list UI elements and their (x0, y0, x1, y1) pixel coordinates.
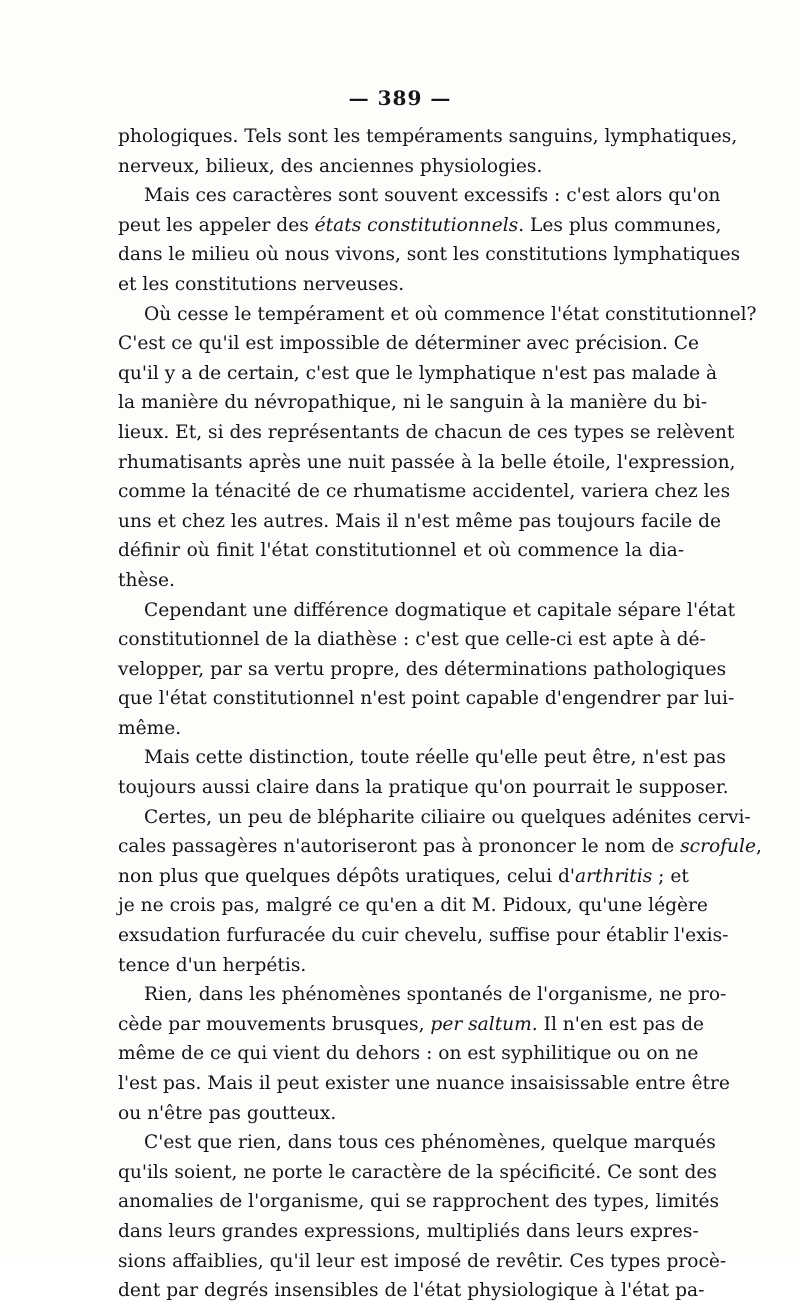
text-line: constitutionnel de la diathèse : c'est que celle-ci est apte à dé- (118, 629, 706, 651)
text-line: anomalies de l'organisme, qui se rapprochent des types, limités (118, 1191, 720, 1213)
text-line: peut les appeler des états constitutionnels. Les plus communes, (118, 214, 722, 236)
text-line: dans le milieu où nous vivons, sont les constitutions lymphatiques (118, 244, 741, 266)
text-line: même de ce qui vient du dehors : on est syphilitique ou on ne (118, 1043, 699, 1065)
text-line: phologiques. Tels sont les tempéraments sanguins, lymphatiques, (118, 126, 738, 147)
text-line: définir où finit l'état constitutionnel et où commence la dia- (118, 540, 684, 562)
text-line: je ne crois pas, malgré ce qu'en a dit M. Pidoux, qu'une légère (118, 895, 708, 917)
text-line: lieux. Et, si des représentants de chacun de ces types se relèvent (118, 421, 735, 443)
text-line: nerveux, bilieux, des anciennes physiologies. (118, 155, 543, 177)
text-line: toujours aussi claire dans la pratique qu'on pourrait le supposer. (118, 777, 729, 799)
text-line: dent par degrés insensibles de l'état physiologique à l'état pa- (118, 1280, 705, 1302)
text-line: C'est que rien, dans tous ces phénomènes, quelque marqués (144, 1132, 716, 1154)
text-line: qu'il y a de certain, c'est que le lymphatique n'est pas malade à (118, 362, 718, 384)
text-line: exsudation furfuracée du cuir chevelu, suffise pour établir l'exis- (118, 925, 729, 947)
text-line: qu'ils soient, ne porte le caractère de la spécificité. Ce sont des (118, 1161, 717, 1183)
text-line: thèse. (118, 569, 175, 591)
text-line: comme la ténacité de ce rhumatisme accidentel, variera chez les (118, 481, 731, 503)
text-line: la manière du névropathique, ni le sanguin à la manière du bi- (118, 392, 708, 414)
text-line: velopper, par sa vertu propre, des déterminations pathologiques (118, 658, 727, 680)
text-line: uns et chez les autres. Mais il n'est même pas toujours facile de (118, 510, 722, 532)
text-line: non plus que quelques dépôts uratiques, celui d'arthritis ; et (118, 865, 689, 887)
text-line: tence d'un herpétis. (118, 954, 307, 976)
text-line: Rien, dans les phénomènes spontanés de l'organisme, ne pro- (144, 984, 727, 1006)
text-line: cède par mouvements brusques, per saltum. Il n'en est pas de (118, 1013, 705, 1035)
text-line: Mais ces caractères sont souvent excessifs : c'est alors qu'on (144, 185, 721, 207)
text-line: l'est pas. Mais il peut exister une nuance insaisissable entre être (118, 1073, 730, 1094)
text-line: rhumatisants après une nuit passée à la belle étoile, l'expression, (118, 451, 736, 473)
text-line: que l'état constitutionnel n'est point capable d'engendrer par lui- (118, 688, 735, 710)
text-line: Certes, un peu de blépharite ciliaire ou quelques adénites cervi- (144, 806, 751, 828)
page-number: — 389 — (348, 86, 452, 110)
text-line: Où cesse le tempérament et où commence l'état constitutionnel? (144, 303, 757, 325)
text-line: même. (118, 717, 182, 739)
text-line: Cependant une différence dogmatique et capitale sépare l'état (144, 599, 736, 621)
text-line: sions affaiblies, qu'il leur est imposé de revêtir. Ces types procè- (118, 1250, 727, 1272)
text-line: et les constitutions nerveuses. (118, 273, 405, 295)
text-line: dans leurs grandes expressions, multipliés dans leurs expres- (118, 1220, 699, 1242)
body-text (118, 122, 762, 1306)
text-line: Mais cette distinction, toute réelle qu'elle peut être, n'est pas (144, 747, 726, 769)
text-line: C'est ce qu'il est impossible de déterminer avec précision. Ce (118, 333, 700, 355)
text-line: ou n'être pas goutteux. (118, 1102, 337, 1124)
text-line: cales passagères n'autoriseront pas à prononcer le nom de scrofule, (118, 836, 762, 858)
